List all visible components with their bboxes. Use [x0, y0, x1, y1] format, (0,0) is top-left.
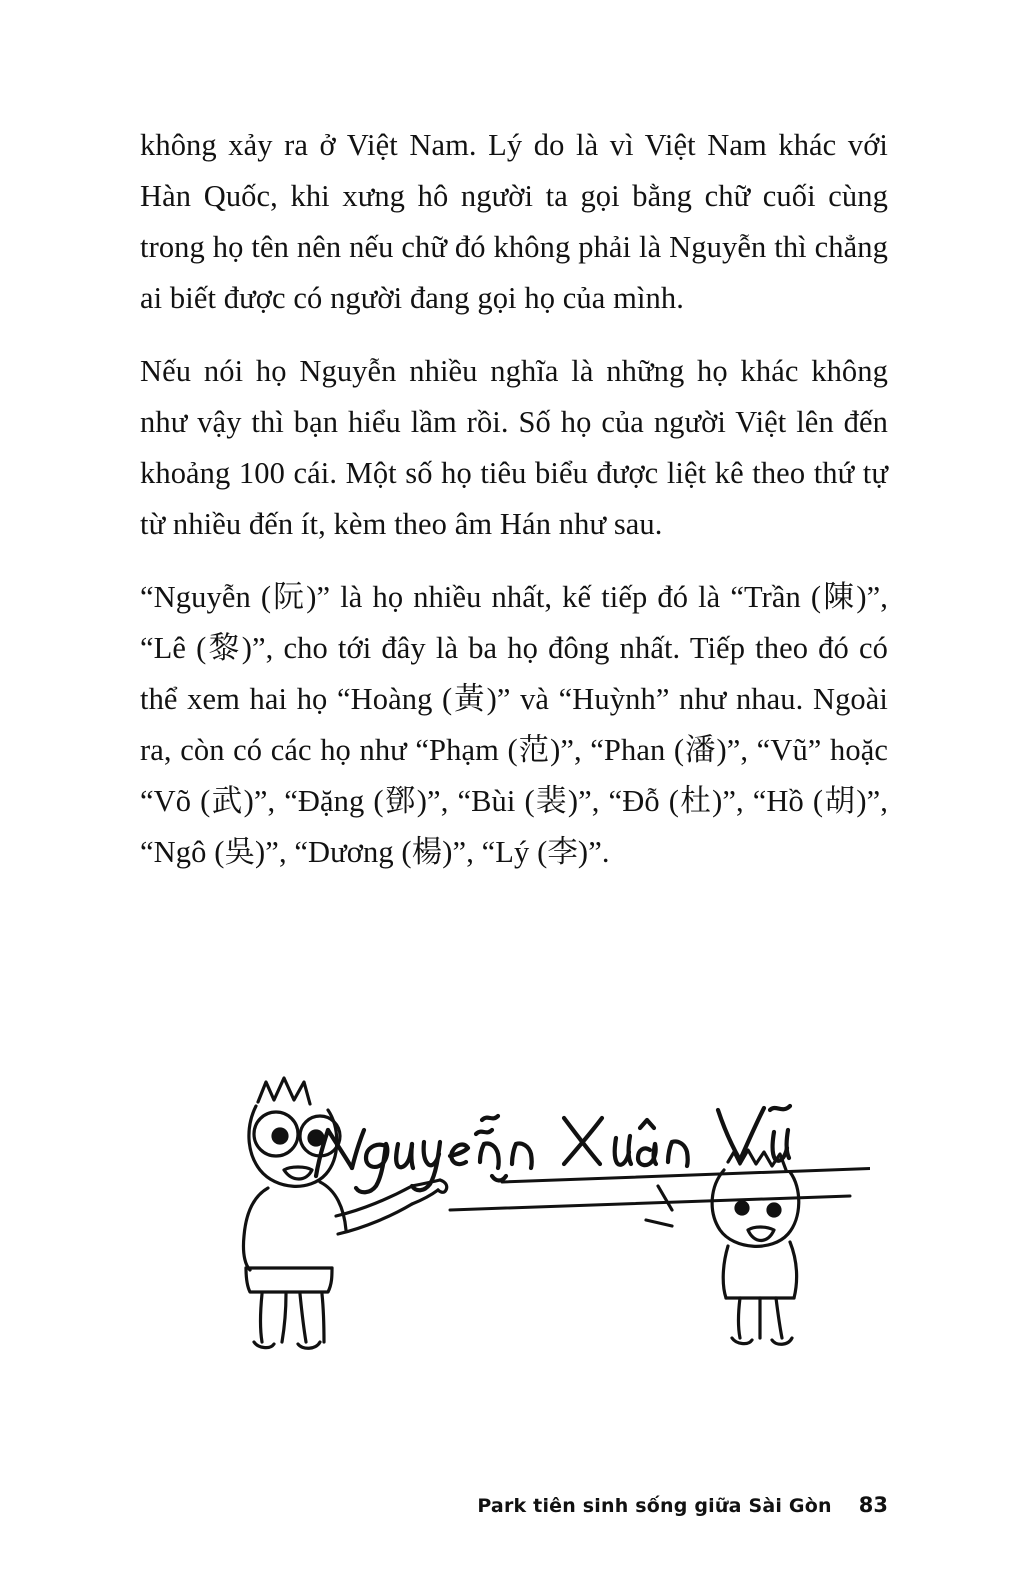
- illustration: [150, 1030, 870, 1370]
- pointing-character-icon: [243, 1078, 446, 1348]
- body-text-column: [140, 120, 896, 878]
- footer-book-title: Park tiên sinh sống giữa Sài Gòn: [477, 1495, 832, 1517]
- paragraph-1: không xảy ra ở Việt Nam. Lý do là vì Việt Nam khác với Hàn Quốc, khi xưng hô người ta gọi bằng chữ cuối cùng trong họ tên nên nếu chữ đó không phải là Nguyễn thì chẳng ai biết được có người đang gọi họ của mình.: [140, 128, 896, 315]
- paragraph-3: “Nguyễn (阮)” là họ nhiều nhất, kế tiếp đó là “Trần (陳)”, “Lê (黎)”, cho tới đây là ba họ đông nhất. Tiếp theo đó có thể xem hai họ “Hoàng (黃)” và “Huỳnh” như nhau. Ngoài ra, còn có các họ như “Phạm (范)”, “Phan (潘)”, “Vũ” hoặc “Võ (武)”, “Đặng (鄧)”, “Bùi (裴)”, “Đỗ (杜)”, “Hồ (胡)”, “Ngô (吳)”, “Dương (楊)”, “Lý (李)”.: [140, 580, 896, 869]
- footer-content: [477, 1493, 888, 1517]
- paragraph-2: Nếu nói họ Nguyễn nhiều nghĩa là những họ khác không như vậy thì bạn hiểu lầm rồi. Số họ của người Việt lên đến khoảng 100 cái. Một số họ tiêu biểu được liệt kê theo thứ tự từ nhiều đến ít, kèm theo âm Hán như sau.: [140, 354, 896, 541]
- footer-page-number: 83: [858, 1493, 888, 1517]
- page-footer: [0, 1493, 1024, 1517]
- reacting-character-icon: [646, 1150, 799, 1344]
- cartoon-drawing: [150, 1030, 870, 1370]
